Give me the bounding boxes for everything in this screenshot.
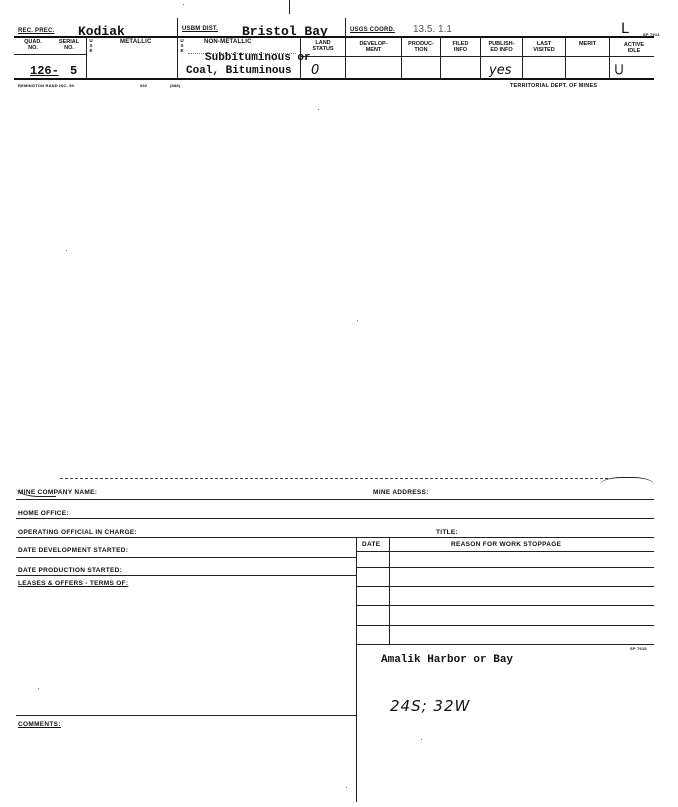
form-rule — [357, 644, 654, 645]
serial-no-value: 5 — [70, 64, 78, 78]
active-idle-mark: ⊃ — [610, 62, 630, 77]
quad-no-value: 126- — [30, 64, 59, 78]
non-metallic-header: NON-METALLIC — [204, 39, 252, 45]
center-divider — [356, 537, 357, 802]
quad-no-header: QUAD. NO. — [24, 39, 42, 51]
divider — [86, 37, 87, 78]
department-text: TERRITORIAL DEPT. OF MINES — [510, 83, 598, 89]
form-rule — [16, 557, 356, 558]
rec-prec-label: REC. PREC. — [18, 28, 55, 34]
published-info-header: PUBLISH- ED INFO — [488, 41, 515, 53]
speck — [318, 109, 319, 110]
usbm-dist-label: USBM DIST. — [182, 26, 219, 32]
form-rule — [357, 605, 654, 606]
location-name: Amalik Harbor or Bay — [381, 654, 514, 666]
production-header: PRODUC- TION — [408, 41, 434, 53]
form-rule — [357, 551, 654, 552]
reason-column-header: REASON FOR WORK STOPPAGE — [451, 541, 562, 548]
coordinates-note: 24S; 32W — [390, 697, 471, 715]
non-metallic-line2: Coal, Bituminous — [186, 65, 292, 77]
usgs-coord-value: 13.5. 1.1 — [413, 24, 452, 35]
active-idle-header: ACTIVE IDLE — [623, 42, 645, 54]
form-rule — [357, 567, 654, 568]
form-number-bottom: SP 7915 — [630, 646, 647, 651]
form-rule — [357, 625, 654, 626]
form-rule — [16, 575, 356, 576]
metallic-header: METALLIC — [120, 39, 152, 45]
leases-label: LEASES & OFFERS - TERMS OF: — [18, 580, 129, 587]
land-status-value: 0 — [311, 63, 320, 78]
divider — [177, 18, 178, 78]
comments-label: COMMENTS: — [18, 721, 61, 728]
published-info-value: yes — [489, 63, 512, 78]
form-rule — [16, 499, 654, 500]
home-office-label: HOME OFFICE: — [18, 510, 69, 517]
date-column-header: DATE — [362, 541, 381, 548]
speck — [38, 688, 39, 689]
filed-info-header: FILED INFO — [452, 41, 469, 53]
speck — [421, 739, 422, 740]
non-metallic-line1: Subbituminous or — [205, 52, 311, 64]
merit-header: MERIT — [578, 41, 597, 47]
speck — [183, 4, 184, 5]
land-status-header: LAND STATUS — [312, 40, 334, 52]
top-tick-line — [289, 0, 290, 14]
print-code-1: 692 — [140, 83, 148, 88]
printer-text: REMINGTON RAND INC. 50 — [18, 83, 75, 88]
form-top-rule — [60, 478, 608, 479]
mine-address-label: MINE ADDRESS: — [373, 489, 429, 496]
date-production-label: DATE PRODUCTION STARTED: — [18, 567, 123, 574]
speck — [357, 320, 358, 321]
usbm-dist-value: Bristol Bay — [242, 24, 328, 39]
speck — [346, 787, 347, 788]
title-label: TITLE: — [436, 529, 459, 536]
form-rule — [16, 537, 654, 538]
use-letters: U S E — [89, 38, 93, 53]
header-rule — [14, 36, 654, 38]
corner-mark: L — [621, 21, 629, 37]
last-visited-header: LAST VISITED — [533, 41, 555, 53]
serial-no-header: SERIAL NO. — [58, 39, 80, 51]
header-subrule — [300, 56, 654, 57]
date-divider — [389, 537, 390, 644]
form-rule — [16, 518, 654, 519]
form-rule — [16, 715, 356, 716]
print-code-2: (888) — [170, 83, 181, 88]
development-header: DEVELOP- MENT — [359, 41, 388, 53]
rec-prec-value: Kodiak — [78, 24, 125, 39]
card-bottom-rule — [14, 78, 654, 80]
form-number-top: SP 7914 — [643, 32, 660, 37]
use-letters-2: U S E — [180, 38, 184, 53]
operating-official-label: OPERATING OFFICIAL IN CHARGE: — [18, 529, 137, 536]
mine-company-name-label: MINE COMPANY NAME: — [18, 489, 98, 496]
usgs-coord-label: USGS COORD. — [350, 27, 395, 33]
curl-mark — [600, 477, 654, 496]
header-subrule — [14, 54, 86, 55]
form-rule — [357, 586, 654, 587]
speck — [66, 250, 67, 251]
date-development-label: DATE DEVELOPMENT STARTED: — [18, 547, 129, 554]
